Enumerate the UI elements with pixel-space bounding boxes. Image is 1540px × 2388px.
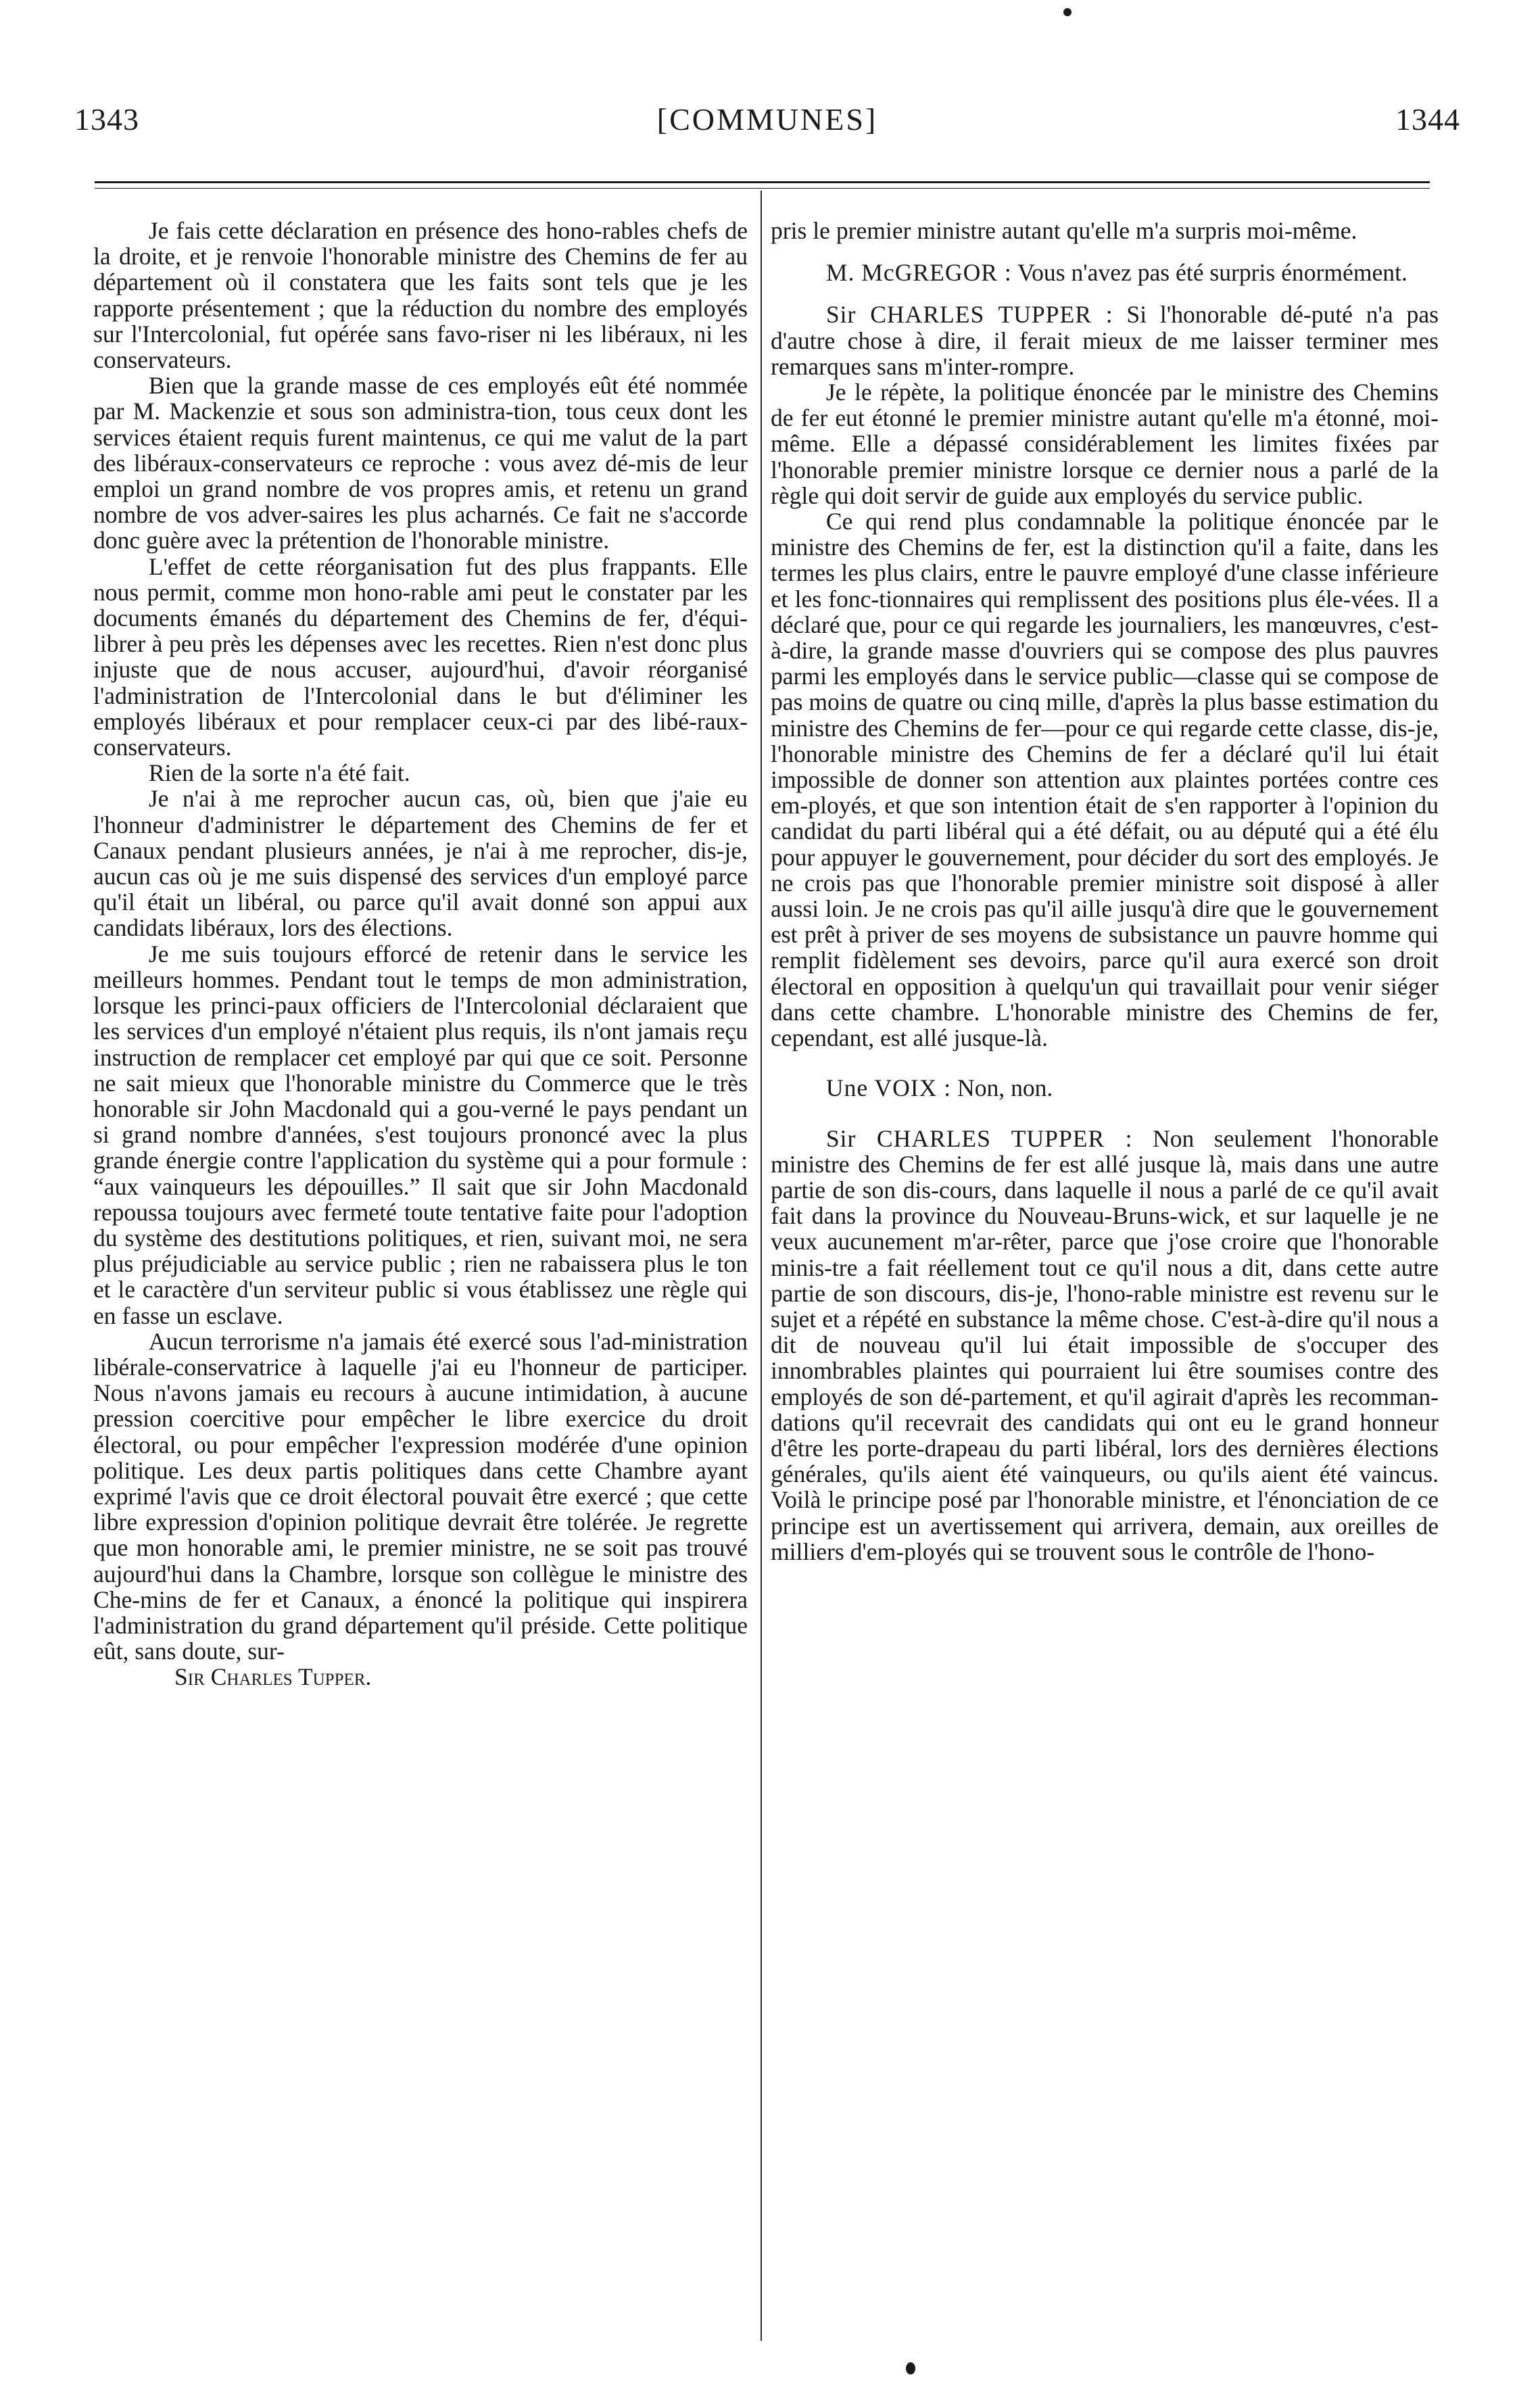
speech	[771, 260, 1439, 285]
speech-text: Non seulement l'honorable ministre des Chemins de fer est allé jusque là, mais dans une autre partie de son dis-cours, dans laquelle il nous a parlé de ce qu'il avait fait dans la province du Nouveau-Bruns-wick, et sur laquelle je ne veux aucunement m'ar-rêter, parce que j'ose croire que l'honorable minis-tre a fait réellement tout ce qu'il nous a dit, dans cette autre partie de son discours, dis-je, l'hono-rable ministre est revenu sur le sujet et a répété en substance la même chose. C'est-à-dire qu'il nous a dit de nouveau qu'il lui était impossible de s'occuper des innombrables plaintes qui pourraient lui être soumises contre des employés de son dé-partement, et qu'il agirait d'après les recomman-dations qu'il recevrait des candidats qui ont eu le grand honneur d'être les porte-drapeau du parti libéral, lors des dernières élections générales, qu'ils aient été vainqueurs, ou qu'ils aient été vaincus. Voilà le principe posé par l'honorable ministre, et l'énonciation de ce principe est un avertissement qui arrivera, demain, aux oreilles de milliers d'em-ployés qui se trouvent sous le contrôle de l'hono-	[771, 1124, 1439, 1565]
paragraph: Je fais cette déclaration en présence des hono-rables chefs de la droite, et je renvoie l'honorable ministre des Chemins de fer au département où il constatera que les faits sont tels que je les rapporte présentement ; que la réduction du nombre des employés sur l'Intercolonial, fut opérée sans favo-riser ni les libéraux, ni les conservateurs.	[93, 217, 748, 374]
page-mark-bottom	[906, 2362, 915, 2374]
right-column	[771, 218, 1439, 1565]
header-rule-thick	[95, 181, 1430, 183]
speaker-name: Sir CHARLES TUPPER :	[825, 1124, 1133, 1152]
paragraph: L'effet de cette réorganisation fut des plus frappants. Elle nous permit, comme mon hono-rable ami peut le constater par les documents émanés du département des Chemins de fer, d'équi-librer à peu près les dépenses avec les recettes. Rien n'est donc plus injuste que de nous accuser, aujourd'hui, d'avoir réorganisé l'administration de l'Intercolonial dans le but d'éliminer les employés libéraux et pour remplacer ceux-ci par des libé-raux-conservateurs.	[93, 552, 748, 761]
speech-text: Non, non.	[951, 1074, 1053, 1102]
running-title: [COMMUNES]	[656, 102, 878, 137]
column-divider	[761, 191, 762, 2341]
page-header	[74, 101, 1460, 142]
page-number-left: 1343	[74, 102, 139, 137]
paragraph: Je le répète, la politique énoncée par le ministre des Chemins de fer eut étonné le premier ministre autant qu'elle m'a étonné, moi-même. Elle a dépassé considérablement les limites fixées par l'honorable premier ministre lorsque ce dernier nous a parlé de la règle qui doit servir de guide aux employés du service public.	[771, 379, 1439, 509]
speech-text: Si l'honorable dé-puté n'a pas d'autre chose à dire, il ferait mieux de me laisser terminer mes remarques sans m'inter-rompre.	[771, 301, 1439, 380]
speech	[771, 302, 1439, 379]
speech-text: Vous n'avez pas été surpris énormément.	[1011, 259, 1407, 287]
speaker-name: Sir CHARLES TUPPER :	[825, 301, 1113, 329]
paragraph: Je n'ai à me reprocher aucun cas, où, bien que j'aie eu l'honneur d'administrer le département des Chemins de fer et Canaux pendant plusieurs années, je n'ai à me reprocher, dis-je, aucun cas où je me suis dispensé des services d'un employé parce qu'il était un libéral, ou parce qu'il avait donné son appui aux candidats libéraux, lors des élections.	[93, 785, 748, 942]
paragraph: Ce qui rend plus condamnable la politique énoncée par le ministre des Chemins de fer, est la distinction qu'il a faite, dans les termes les plus clairs, entre le pauvre employé d'une classe inférieure et les fonc-tionnaires qui remplissent des positions plus éle-vées. Il a déclaré que, pour ce qui regarde les journaliers, les manœuvres, c'est-à-dire, la grande masse d'ouvriers qui se compose des plus pauvres parmi les employés dans le service public—classe qui se compose de pas moins de quatre ou cinq mille, d'après la plus basse estimation du ministre des Chemins de fer—pour ce qui regarde cette classe, dis-je, l'honorable ministre des Chemins de fer a déclaré qu'il lui était impossible de donner son attention aux plaintes portées contre ces em-ployés, et que son intention était de s'en rapporter à l'opinion du candidat du parti libéral qui a été défait, ou au député qui a été élu pour appuyer le gouvernement, pour décider du sort des employés. Je ne crois pas que l'honorable premier ministre soit disposé à aller aussi loin. Je ne crois pas qu'il aille jusqu'à dire que le gouvernement est prêt à priver de ses moyens de subsistance un pauvre homme qui remplit fidèlement ses devoirs, parce qu'il aura exercé son droit électoral en opposition à quelqu'un qui travaillait pour venir siéger dans cette chambre. L'honorable ministre des Chemins de fer, cependant, est allé jusque-là.	[771, 508, 1439, 1052]
page-number-right: 1344	[1395, 102, 1460, 137]
paragraph: pris le premier ministre autant qu'elle m'a surpris moi-même.	[771, 217, 1357, 244]
speech	[771, 1075, 1439, 1101]
paragraph: Bien que la grande masse de ces employés eût été nommée par M. Mackenzie et sous son administra-tion, tous ceux dont les services étaient requis furent maintenus, ce qui me valut de la part des libéraux-conservateurs ce reproche : vous avez dé-mis de leur emploi un grand nombre de vos propres amis, et retenu un grand nombre de vos adver-saires les plus acharnés. Ce fait ne s'accorde donc guère avec la prétention de l'honorable ministre.	[93, 372, 748, 554]
speaker-name: M. McGREGOR :	[825, 259, 1012, 287]
left-column	[93, 218, 748, 1690]
paragraph: Rien de la sorte n'a été fait.	[148, 759, 410, 787]
paragraph: Je me suis toujours efforcé de retenir dans le service les meilleurs hommes. Pendant tout le temps de mon administration, lorsque les princi-paux officiers de l'Intercolonial déclaraient que les services d'un employé n'étaient plus requis, ils n'ont jamais reçu instruction de remplacer cet employé par qui que ce soit. Personne ne sait mieux que l'honorable ministre du Commerce que le très honorable sir John Macdonald qui a gou-verné le pays pendant un si grand nombre d'années, s'est toujours prononcé avec la plus grande énergie contre l'application du système qui a pour formule : “aux vainqueurs les dépouilles.” Il sait que sir John Macdonald repoussa toujours avec fermeté toute tentative faite pour l'adoption du système des destitutions politiques, et rien, suivant moi, ne sera plus préjudiciable au service public ; rien ne rabaissera plus le ton et le caractère d'un serviteur public si vous établissez une règle qui en fasse un esclave.	[93, 940, 748, 1329]
speech	[771, 1126, 1439, 1565]
paragraph: Aucun terrorisme n'a jamais été exercé sous l'ad-ministration libérale-conservatrice à laquelle j'ai eu l'honneur de participer. Nous n'avons jamais eu recours à aucune intimidation, à aucune pression coercitive pour empêcher le libre exercice du droit électoral, ou pour empêcher l'expression modérée d'une opinion politique. Les deux partis politiques dans cette Chambre ayant exprimé l'avis que ce droit électoral pouvait être exercé ; que cette libre expression d'opinion politique devrait être tolérée. Je regrette que mon honorable ami, le premier ministre, ne se soit pas trouvé aujourd'hui dans la Chambre, lorsque son collègue le ministre des Che-mins de fer et Canaux, a énoncé la politique qui inspirera l'administration du grand département qu'il préside. Cette politique eût, sans doute, sur-	[93, 1327, 748, 1665]
header-rule-thin	[95, 188, 1430, 189]
speaker-name: Une VOIX :	[825, 1074, 952, 1102]
page-mark-top	[1063, 8, 1072, 16]
continuation-signature: Sir Charles Tupper.	[174, 1663, 372, 1691]
